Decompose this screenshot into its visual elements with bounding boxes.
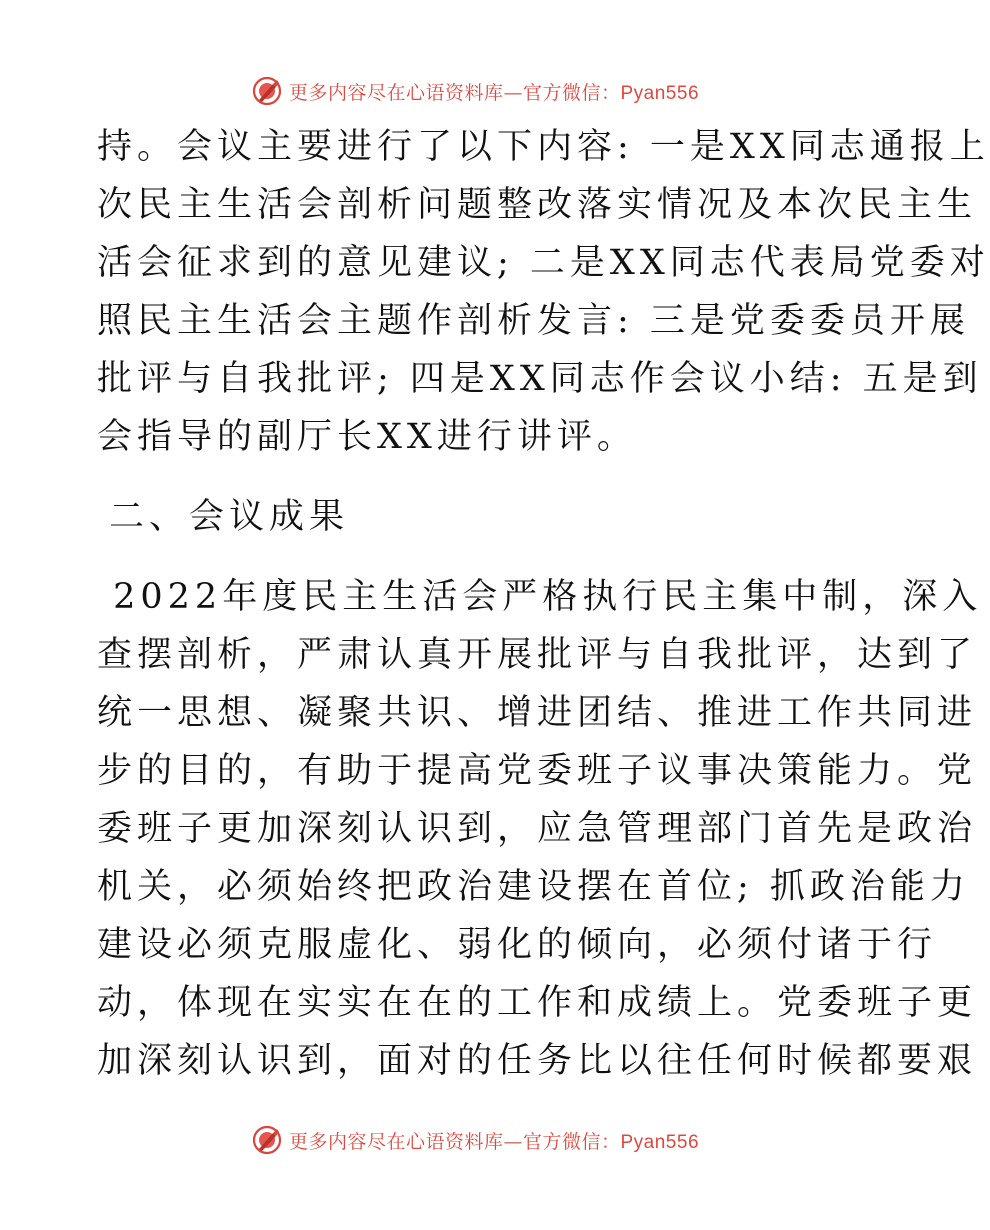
watermark-brand: 更多内容尽在心语资料库 — [288, 1130, 504, 1153]
footer-watermark — [0, 1120, 950, 1160]
paragraph-2-line: 查摆剖析，严肃认真开展批评与自我批评，达到了 — [97, 635, 978, 675]
watermark-text — [289, 78, 699, 105]
watermark-official: 官方微信： — [522, 1130, 621, 1153]
paragraph-1-line: 次民主生活会剖析问题整改落实情况及本次民主生 — [97, 185, 978, 225]
paragraph-2-line: 步的目的，有助于提高党委班子议事决策能力。党 — [97, 751, 978, 791]
paragraph-2-line: 2022年度民主生活会严格执行民主集中制，深入 — [97, 577, 983, 617]
document-body — [97, 118, 990, 1090]
watermark-account: Pyan556 — [620, 82, 700, 104]
paragraph-2-line: 建设必须克服虚化、弱化的倾向，必须付诸于行 — [97, 925, 938, 965]
watermark-dash: — — [503, 1130, 523, 1153]
watermark-official: 官方微信： — [522, 81, 621, 104]
paragraph-1-line: 照民主生活会主题作剖析发言: 三是党委委员开展 — [97, 301, 970, 341]
pen-circle-logo-icon — [251, 1124, 283, 1156]
paragraph-2-line: 加深刻认识到，面对的任务比以往任何时候都要艰 — [97, 1041, 978, 1081]
paragraph-2-line: 统一思想、凝聚共识、增进团结、推进工作共同进 — [97, 693, 978, 733]
paragraph-2-line: 机关，必须始终把政治建设摆在首位; 抓政治能力 — [97, 867, 970, 907]
watermark-account: Pyan556 — [620, 1131, 700, 1153]
paragraph-1-line: 批评与自我批评; 四是XX同志作会议小结: 五是到 — [97, 359, 983, 399]
watermark-dash: — — [503, 81, 523, 104]
paragraph-1-line: 会指导的副厅长XX进行讲评。 — [97, 417, 637, 457]
paragraph-2-line: 动，体现在实实在在的工作和成绩上。党委班子更 — [97, 983, 978, 1023]
paragraph-1-line: 活会征求到的意见建议; 二是XX同志代表局党委对 — [97, 243, 990, 283]
section-heading: 二、会议成果 — [109, 497, 350, 537]
paragraph-1-line: 持。会议主要进行了以下内容: 一是XX同志通报上 — [97, 127, 990, 167]
watermark-text — [289, 1127, 699, 1154]
pen-circle-logo-icon — [251, 75, 283, 107]
watermark-brand: 更多内容尽在心语资料库 — [288, 81, 504, 104]
paragraph-2-line: 委班子更加深刻认识到，应急管理部门首先是政治 — [97, 809, 978, 849]
header-watermark — [0, 71, 950, 111]
